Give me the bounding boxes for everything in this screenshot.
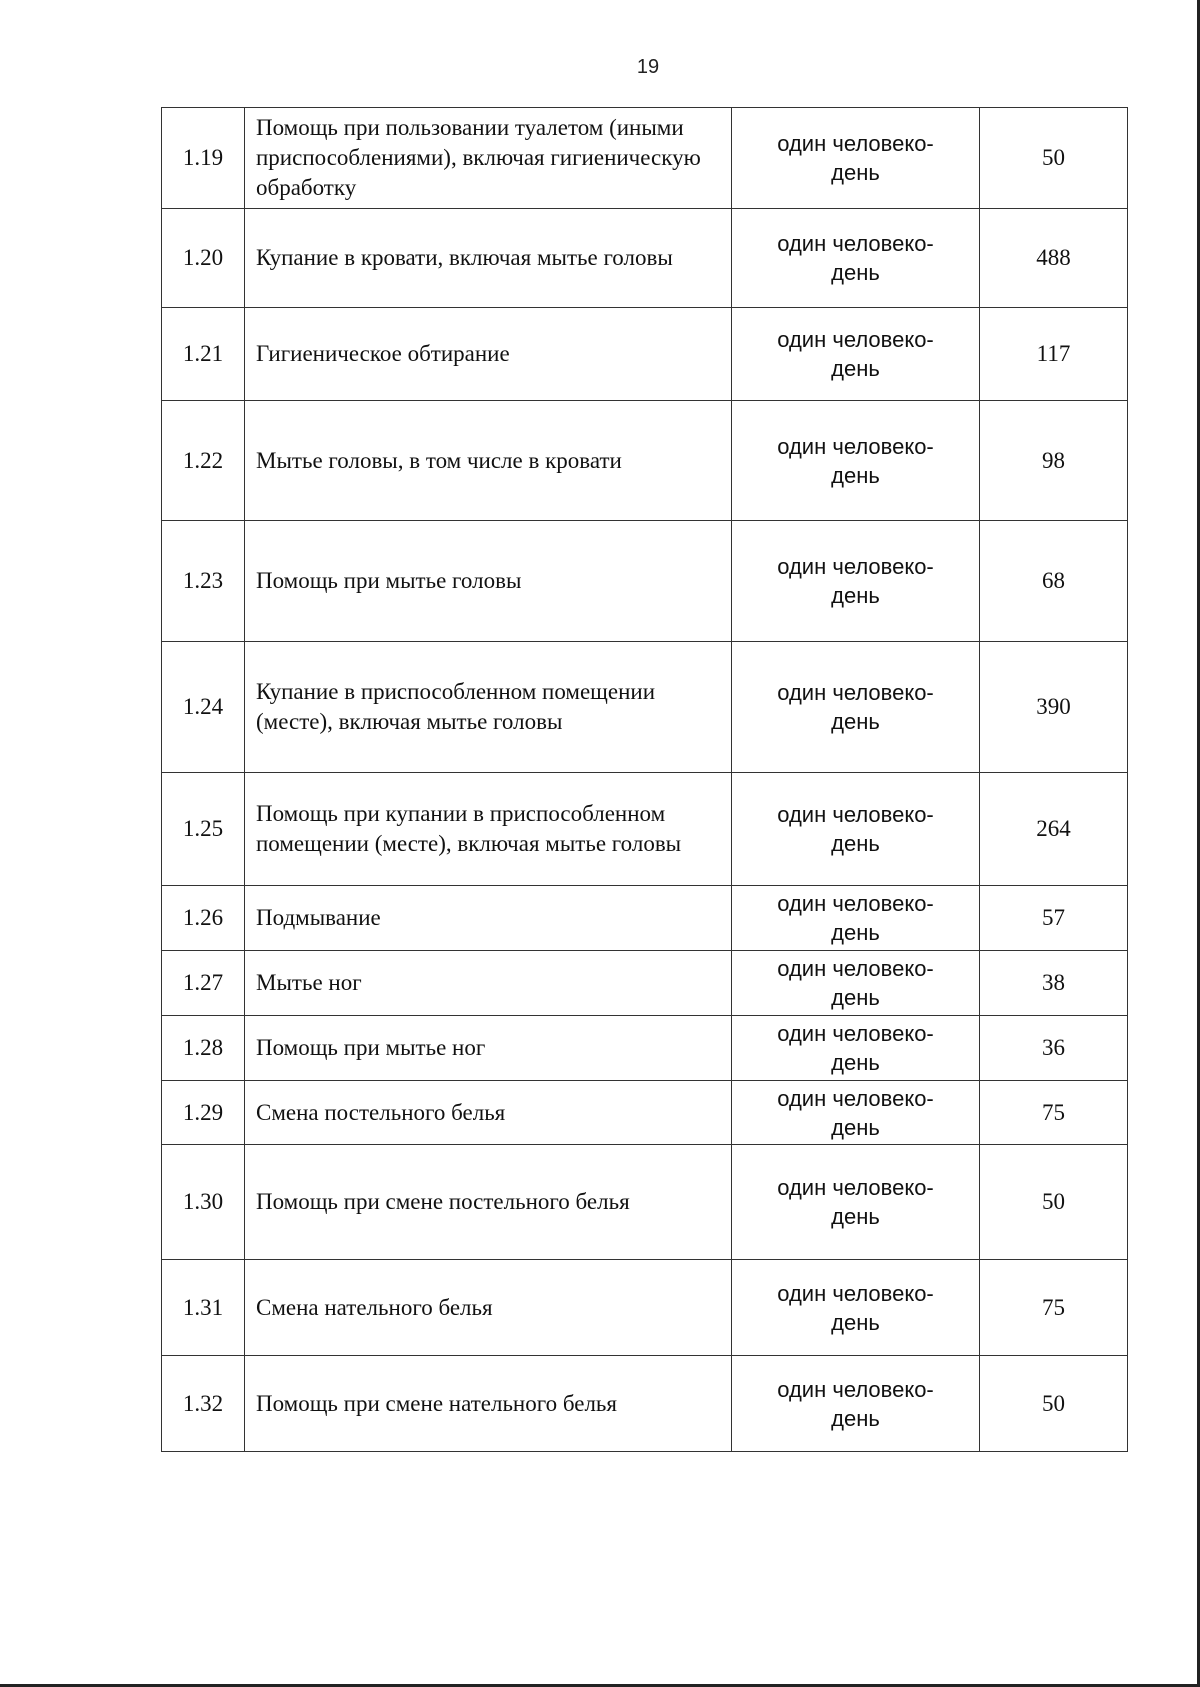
price-value: 57 — [980, 886, 1128, 951]
price-value: 50 — [980, 1145, 1128, 1260]
price-value: 68 — [980, 521, 1128, 642]
row-number: 1.32 — [162, 1356, 245, 1452]
unit-cell — [732, 521, 980, 642]
unit-line-1: один человеко- — [777, 956, 934, 981]
service-name: Мытье ног — [245, 951, 732, 1016]
table-row — [162, 1260, 1128, 1356]
unit-line-1: один человеко- — [777, 131, 934, 156]
unit-cell — [732, 308, 980, 401]
table-row — [162, 1016, 1128, 1081]
unit-line-1: один человеко- — [777, 433, 934, 459]
unit-line-1: один человеко- — [777, 1280, 934, 1306]
unit-line-2: день — [831, 1050, 880, 1075]
service-name: Помощь при пользовании туалетом (иными приспособлениями), включая гигиеническую обработку — [245, 108, 732, 209]
unit-line-2: день — [831, 1405, 880, 1431]
row-number: 1.21 — [162, 308, 245, 401]
unit-line-2: день — [831, 1309, 880, 1335]
service-name: Помощь при мытье ног — [245, 1016, 732, 1081]
unit-line-1: один человеко- — [777, 1175, 934, 1200]
table-row — [162, 773, 1128, 886]
unit-cell — [732, 886, 980, 951]
row-number: 1.31 — [162, 1260, 245, 1356]
service-name: Купание в приспособленном помещении (месте), включая мытье головы — [245, 642, 732, 773]
price-value: 488 — [980, 209, 1128, 308]
price-value: 75 — [980, 1260, 1128, 1356]
row-number: 1.25 — [162, 773, 245, 886]
row-number: 1.22 — [162, 401, 245, 521]
unit-line-2: день — [831, 462, 880, 488]
unit-line-1: один человеко- — [777, 891, 934, 916]
service-name: Помощь при смене постельного белья — [245, 1145, 732, 1260]
unit-cell — [732, 1016, 980, 1081]
unit-line-2: день — [831, 160, 880, 185]
unit-cell — [732, 951, 980, 1016]
table-row — [162, 1081, 1128, 1145]
unit-cell — [732, 1260, 980, 1356]
price-value: 98 — [980, 401, 1128, 521]
price-value: 36 — [980, 1016, 1128, 1081]
services-table — [161, 107, 1128, 1452]
service-name: Смена нательного белья — [245, 1260, 732, 1356]
unit-cell — [732, 108, 980, 209]
table-row — [162, 886, 1128, 951]
table-row — [162, 401, 1128, 521]
unit-cell — [732, 1145, 980, 1260]
table-row — [162, 521, 1128, 642]
service-name: Мытье головы, в том числе в кровати — [245, 401, 732, 521]
price-value: 117 — [980, 308, 1128, 401]
row-number: 1.19 — [162, 108, 245, 209]
unit-cell — [732, 773, 980, 886]
table-row — [162, 951, 1128, 1016]
service-name: Купание в кровати, включая мытье головы — [245, 209, 732, 308]
unit-line-1: один человеко- — [777, 680, 934, 705]
table-row — [162, 642, 1128, 773]
price-value: 264 — [980, 773, 1128, 886]
service-name: Гигиеническое обтирание — [245, 308, 732, 401]
price-value: 50 — [980, 108, 1128, 209]
unit-line-2: день — [831, 831, 880, 856]
unit-line-2: день — [831, 985, 880, 1010]
price-value: 390 — [980, 642, 1128, 773]
price-value: 50 — [980, 1356, 1128, 1452]
service-name: Смена постельного белья — [245, 1081, 732, 1145]
row-number: 1.23 — [162, 521, 245, 642]
service-name: Подмывание — [245, 886, 732, 951]
row-number: 1.24 — [162, 642, 245, 773]
unit-line-2: день — [831, 709, 880, 734]
unit-line-2: день — [831, 1114, 880, 1140]
unit-line-1: один человеко- — [777, 327, 934, 352]
service-name: Помощь при смене нательного белья — [245, 1356, 732, 1452]
unit-line-2: день — [831, 1204, 880, 1229]
page-number: 19 — [636, 56, 660, 78]
price-value: 75 — [980, 1081, 1128, 1145]
unit-line-2: день — [831, 260, 880, 285]
unit-cell — [732, 1081, 980, 1145]
row-number: 1.28 — [162, 1016, 245, 1081]
row-number: 1.30 — [162, 1145, 245, 1260]
unit-cell — [732, 209, 980, 308]
table-row — [162, 1356, 1128, 1452]
unit-cell — [732, 401, 980, 521]
table-row — [162, 209, 1128, 308]
unit-line-1: один человеко- — [777, 554, 934, 579]
price-value: 38 — [980, 951, 1128, 1016]
row-number: 1.29 — [162, 1081, 245, 1145]
unit-line-1: один человеко- — [777, 802, 934, 827]
unit-line-2: день — [831, 920, 880, 945]
row-number: 1.26 — [162, 886, 245, 951]
service-name: Помощь при мытье головы — [245, 521, 732, 642]
unit-line-2: день — [831, 583, 880, 608]
row-number: 1.27 — [162, 951, 245, 1016]
service-name: Помощь при купании в приспособленном помещении (месте), включая мытье головы — [245, 773, 732, 886]
unit-line-1: один человеко- — [777, 1376, 934, 1402]
table-row — [162, 308, 1128, 401]
unit-cell — [732, 642, 980, 773]
table-row — [162, 1145, 1128, 1260]
unit-line-1: один человеко- — [777, 1021, 934, 1046]
row-number: 1.20 — [162, 209, 245, 308]
unit-line-2: день — [831, 356, 880, 381]
table-row — [162, 108, 1128, 209]
unit-line-1: один человеко- — [777, 231, 934, 256]
unit-line-1: один человеко- — [777, 1085, 934, 1111]
unit-cell — [732, 1356, 980, 1452]
